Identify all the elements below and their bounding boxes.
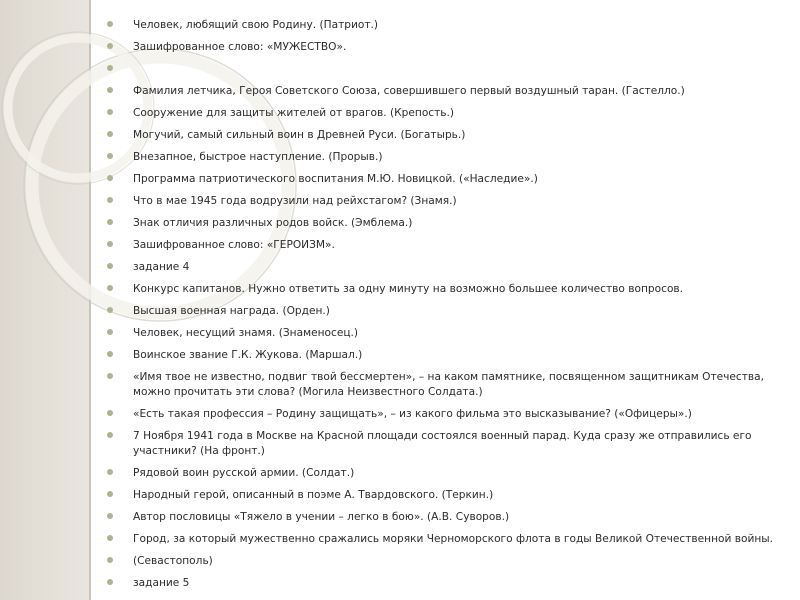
bullet-icon — [107, 285, 113, 291]
list-item — [107, 18, 775, 33]
list-item — [107, 172, 775, 187]
list-item — [107, 488, 775, 503]
list-item — [107, 106, 775, 121]
list-item — [107, 260, 775, 275]
bullet-icon — [107, 329, 113, 335]
list-item — [107, 282, 775, 297]
bullet-icon — [107, 153, 113, 159]
list-item — [107, 510, 775, 525]
list-item-text: «Есть такая профессия – Родину защищать», – из какого фильма это высказывание? («Офицеры».) — [133, 408, 692, 420]
list-item — [107, 407, 775, 422]
bullet-icon — [107, 21, 113, 27]
bullet-icon — [107, 351, 113, 357]
list-item-text: Внезапное, быстрое наступление. (Прорыв.) — [133, 151, 383, 163]
side-decor-panel — [0, 0, 89, 600]
list-item-text: 7 Ноября 1941 года в Москве на Красной площади состоялся военный парад. Куда сразу же отправились его участники? (На фронт.) — [133, 430, 752, 457]
list-item — [107, 370, 775, 400]
bullet-icon — [107, 373, 113, 379]
list-item — [107, 238, 775, 253]
list-item-text: Знак отличия различных родов войск. (Эмблема.) — [133, 217, 413, 229]
bullet-icon — [107, 469, 113, 475]
list-item-text: «Имя твое не известно, подвиг твой бессмертен», – на каком памятнике, посвященном защитникам Отечества, можно прочитать эти слова? (Могила Неизвестного Солдата.) — [133, 371, 765, 398]
list-item — [107, 216, 775, 231]
list-item — [107, 150, 775, 165]
list-item-text: Человек, несущий знамя. (Знаменосец.) — [133, 327, 359, 339]
list-item-text: Фамилия летчика, Героя Советского Союза, совершившего первый воздушный таран. (Гастелло.) — [133, 85, 685, 97]
list-item — [107, 128, 775, 143]
bullet-icon — [107, 491, 113, 497]
list-item — [107, 326, 775, 341]
list-item-text: Зашифрованное слово: «ГЕРОИЗМ». — [133, 239, 335, 251]
list-item-text: Человек, любящий свою Родину. (Патриот.) — [133, 19, 379, 31]
bullet-list — [107, 18, 775, 598]
bullet-icon — [107, 131, 113, 137]
list-item-text: Что в мае 1945 года водрузили над рейхстагом? (Знамя.) — [133, 195, 457, 207]
list-item — [107, 554, 775, 569]
list-item-text: задание 5 — [133, 577, 190, 589]
list-item — [107, 466, 775, 481]
list-item-text: Конкурс капитанов. Нужно ответить за одну минуту на возможно большее количество вопросов. — [133, 283, 684, 295]
list-item-text: (Севастополь) — [133, 555, 213, 567]
bullet-icon — [107, 535, 113, 541]
bullet-icon — [107, 307, 113, 313]
list-item-text: Рядовой воин русской армии. (Солдат.) — [133, 467, 355, 479]
list-item — [107, 62, 775, 77]
bullet-icon — [107, 513, 113, 519]
list-item-text: Сооружение для защиты жителей от врагов. (Крепость.) — [133, 107, 455, 119]
list-item-text: Город, за который мужественно сражались моряки Черноморского флота в годы Великой Отечественной войны. — [133, 533, 774, 545]
bullet-icon — [107, 263, 113, 269]
side-divider — [89, 0, 91, 600]
list-item-text: Могучий, самый сильный воин в Древней Руси. (Богатырь.) — [133, 129, 466, 141]
list-item-text: Программа патриотического воспитания М.Ю. Новицкой. («Наследие».) — [133, 173, 538, 185]
list-item — [107, 194, 775, 209]
bullet-icon — [107, 197, 113, 203]
bullet-icon — [107, 43, 113, 49]
bullet-icon — [107, 175, 113, 181]
list-item — [107, 532, 775, 547]
list-item-text: Народный герой, описанный в поэме А. Твардовского. (Теркин.) — [133, 489, 494, 501]
list-item — [107, 576, 775, 591]
bullet-icon — [107, 557, 113, 563]
list-item-text: Зашифрованное слово: «МУЖЕСТВО». — [133, 41, 347, 53]
list-item — [107, 429, 775, 459]
list-item-text: задание 4 — [133, 261, 190, 273]
bullet-icon — [107, 109, 113, 115]
list-item — [107, 304, 775, 319]
bullet-icon — [107, 219, 113, 225]
bullet-icon — [107, 65, 113, 71]
list-item — [107, 348, 775, 363]
list-item-text: Высшая военная награда. (Орден.) — [133, 305, 330, 317]
bullet-icon — [107, 87, 113, 93]
bullet-icon — [107, 432, 113, 438]
bullet-icon — [107, 241, 113, 247]
list-item — [107, 40, 775, 55]
bullet-icon — [107, 579, 113, 585]
list-item-text: Воинское звание Г.К. Жукова. (Маршал.) — [133, 349, 363, 361]
list-item — [107, 84, 775, 99]
list-item-text: Автор пословицы «Тяжело в учении – легко в бою». (А.В. Суворов.) — [133, 511, 510, 523]
bullet-icon — [107, 410, 113, 416]
